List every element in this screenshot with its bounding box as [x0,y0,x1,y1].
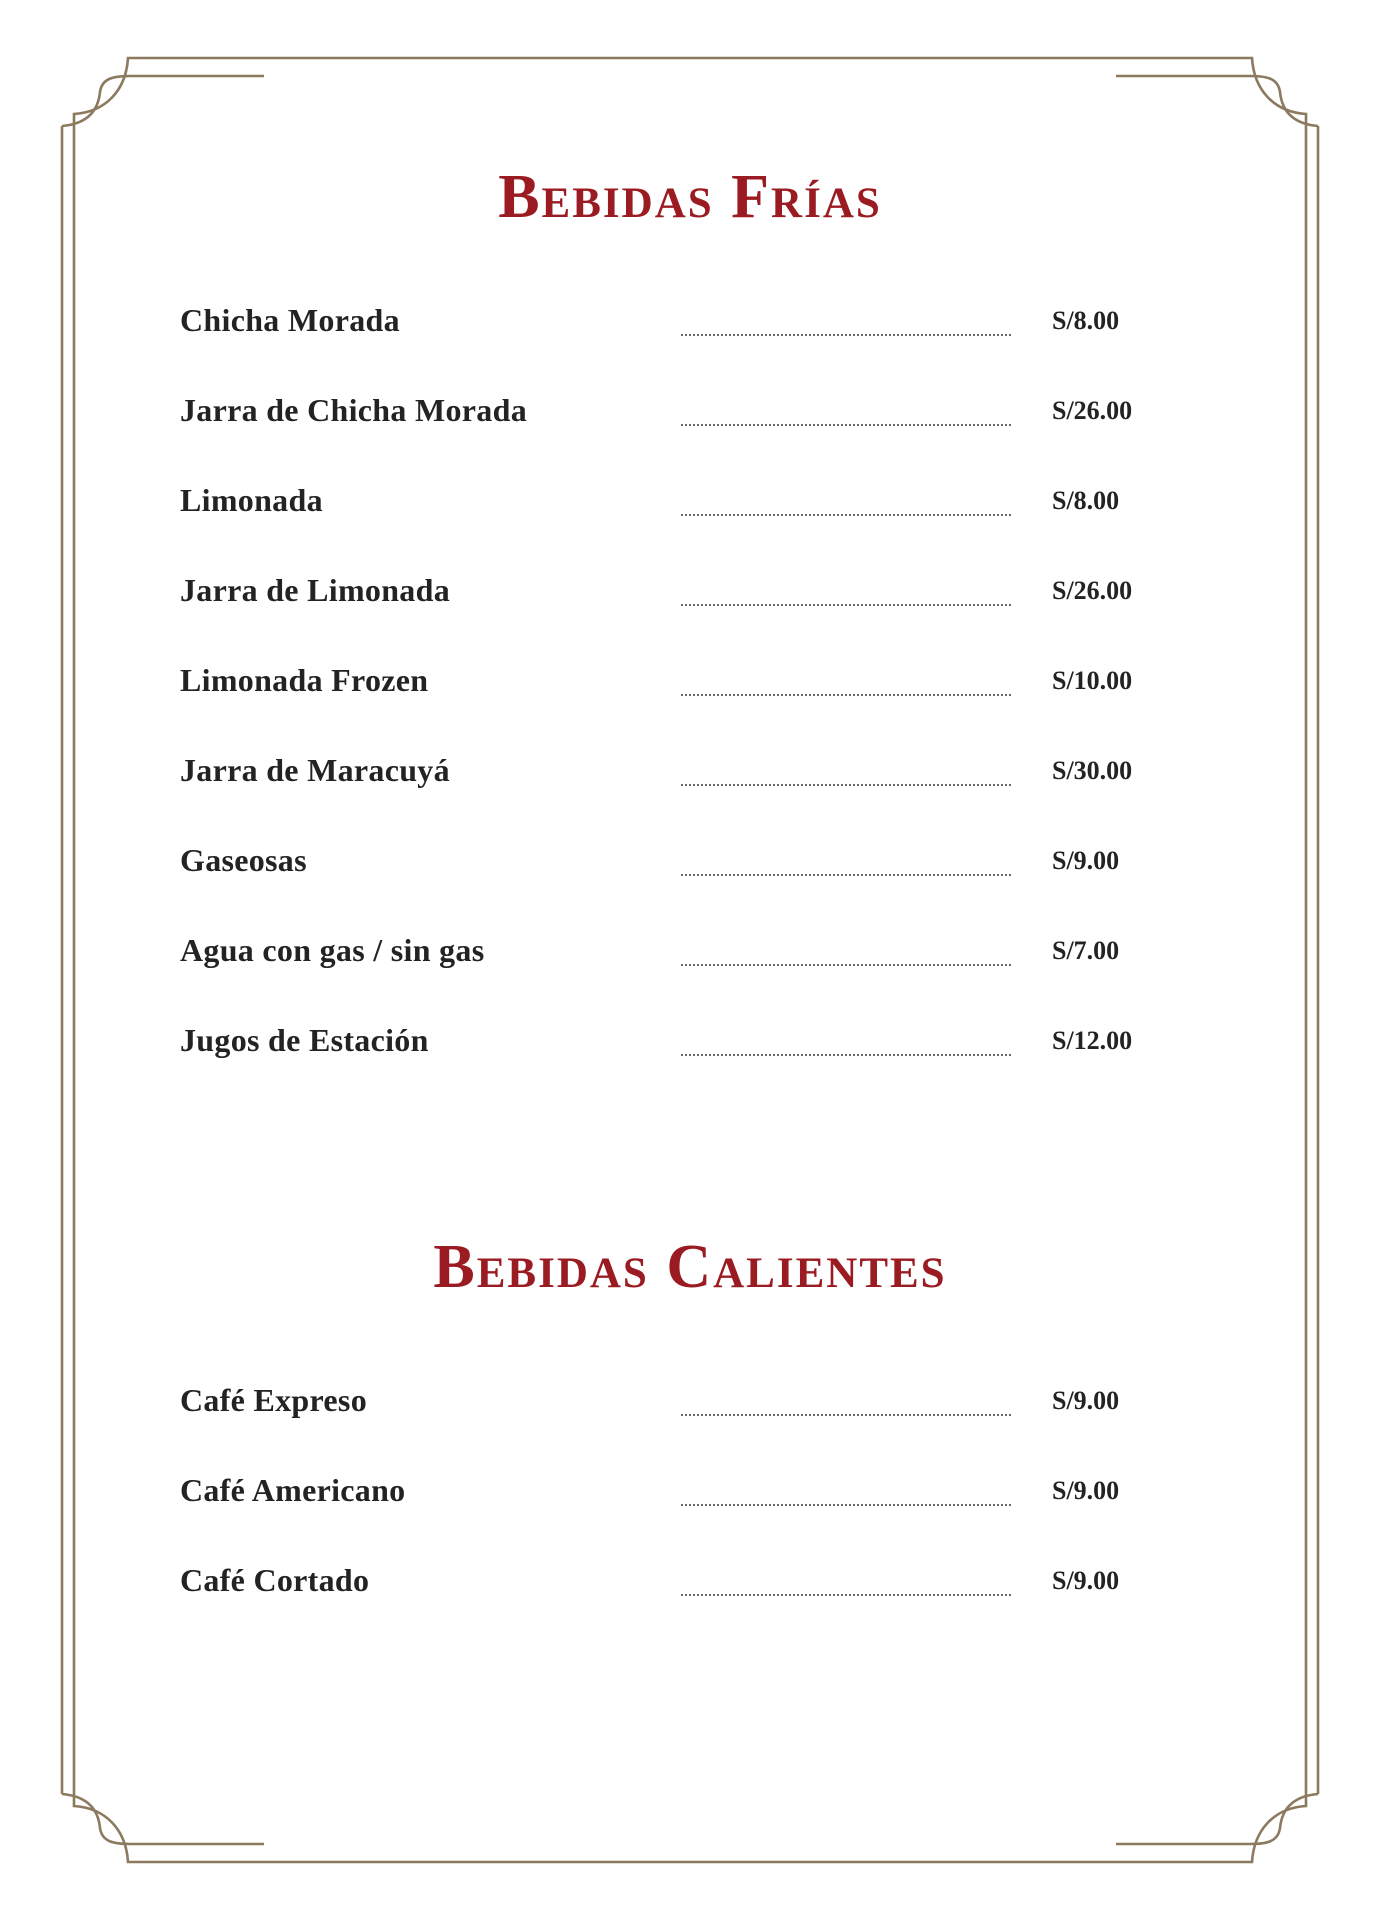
menu-item [0,752,1380,812]
item-name: Limonada [180,482,323,518]
item-name: Café Expreso [180,1382,367,1418]
item-name: Chicha Morada [180,302,400,338]
section-title-bebidas-calientes: Bebidas Calientes [433,1233,947,1301]
item-price: S/12.00 [1052,1026,1133,1055]
menu-item [0,1472,1380,1532]
dot-leader [681,514,1011,516]
dot-leader [681,1504,1011,1506]
dot-leader [681,784,1011,786]
item-price: S/9.00 [1052,846,1120,875]
menu-item [0,572,1380,632]
item-price: S/10.00 [1052,666,1133,695]
dot-leader [681,424,1011,426]
menu-item [0,1382,1380,1442]
item-price: S/9.00 [1052,1476,1120,1505]
section-title-bebidas-frias: Bebidas Frías [498,163,882,231]
item-name: Agua con gas / sin gas [180,932,485,968]
dot-leader [681,604,1011,606]
dot-leader [681,1414,1011,1416]
menu-item [0,932,1380,992]
item-price: S/9.00 [1052,1566,1120,1595]
dot-leader [681,964,1011,966]
item-name: Jarra de Chicha Morada [180,392,528,428]
dot-leader [681,1594,1011,1596]
item-name: Jarra de Limonada [180,572,450,608]
item-price: S/30.00 [1052,756,1133,785]
menu-item [0,1562,1380,1622]
dot-leader [681,334,1011,336]
item-price: S/26.00 [1052,576,1133,605]
menu-item [0,662,1380,722]
dot-leader [681,1054,1011,1056]
menu-item [0,392,1380,452]
item-price: S/8.00 [1052,486,1120,515]
item-price: S/9.00 [1052,1386,1120,1415]
item-name: Café Americano [180,1472,406,1508]
item-price: S/8.00 [1052,306,1120,335]
item-name: Gaseosas [180,842,307,878]
item-name: Café Cortado [180,1562,370,1598]
item-name: Jugos de Estación [180,1022,429,1058]
item-price: S/26.00 [1052,396,1133,425]
dot-leader [681,694,1011,696]
menu-item [0,842,1380,902]
item-price: S/7.00 [1052,936,1120,965]
dot-leader [681,874,1011,876]
menu-item [0,1022,1380,1082]
item-name: Limonada Frozen [180,662,429,698]
item-name: Jarra de Maracuyá [180,752,450,788]
menu-item [0,302,1380,362]
menu-item [0,482,1380,542]
